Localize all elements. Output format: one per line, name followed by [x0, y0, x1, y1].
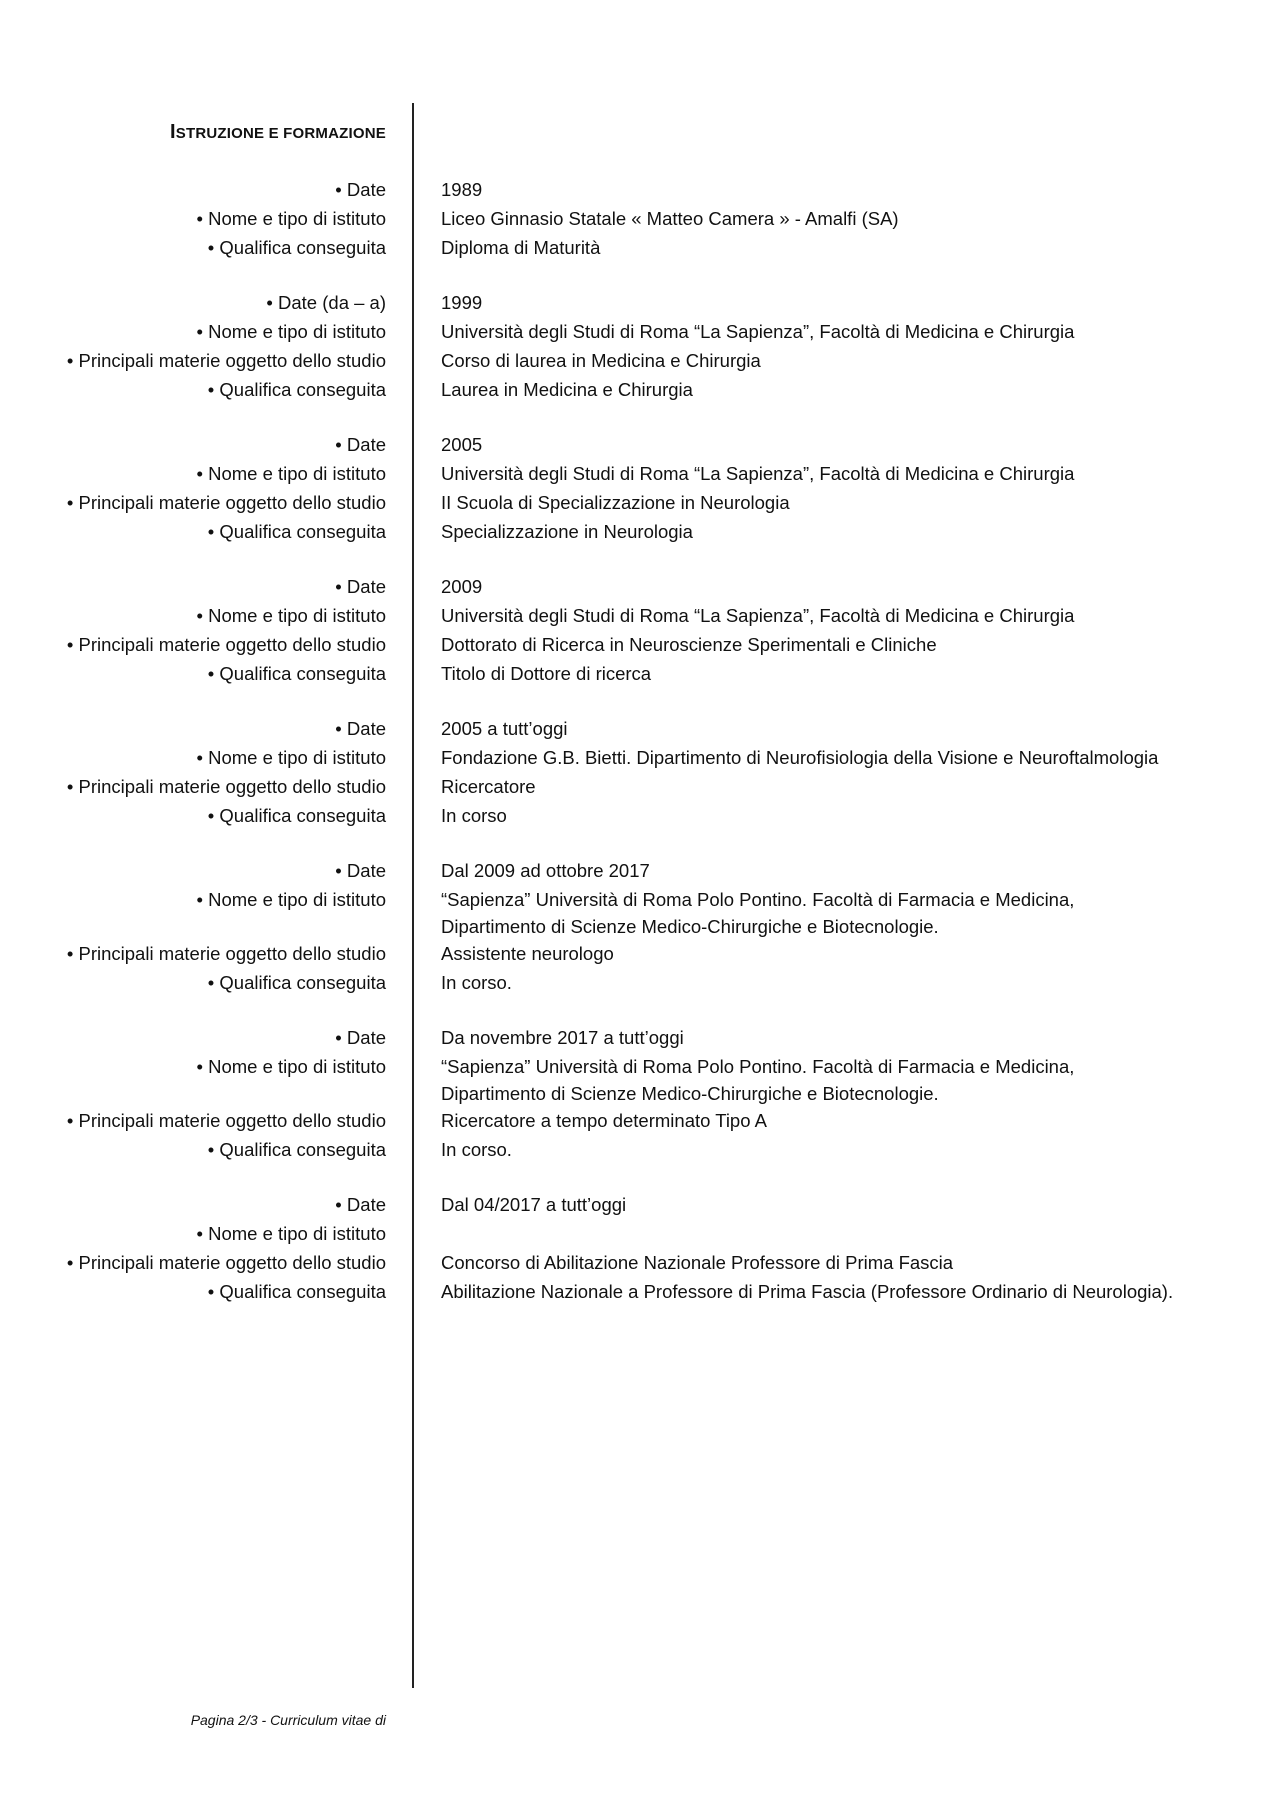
field-label: • Date [335, 1194, 386, 1215]
entry-row [0, 857, 1280, 886]
entry-row [0, 1136, 1280, 1165]
field-label: • Qualifica conseguita [207, 237, 386, 258]
entry-row [0, 602, 1280, 631]
field-label: • Principali materie oggetto dello studio [66, 492, 386, 513]
entry-row [0, 376, 1280, 405]
entry-row [0, 1191, 1280, 1220]
field-value: In corso [441, 805, 507, 826]
field-label: • Date [335, 576, 386, 597]
entry-row [0, 1024, 1280, 1053]
entry-row [0, 205, 1280, 234]
field-label: • Nome e tipo di istituto [196, 889, 386, 910]
field-label: • Qualifica conseguita [207, 521, 386, 542]
education-entry [0, 857, 1280, 998]
entry-row [0, 660, 1280, 689]
field-label: • Principali materie oggetto dello studio [66, 350, 386, 371]
education-entry [0, 1191, 1280, 1307]
field-label: • Date [335, 1027, 386, 1048]
field-value: Specializzazione in Neurologia [441, 521, 693, 542]
field-label: • Qualifica conseguita [207, 805, 386, 826]
field-label: • Qualifica conseguita [207, 1281, 386, 1302]
entry-row [0, 1220, 1280, 1249]
field-label: • Nome e tipo di istituto [196, 605, 386, 626]
field-value: Titolo di Dottore di ricerca [441, 663, 652, 684]
field-label: • Nome e tipo di istituto [196, 321, 386, 342]
field-value: II Scuola di Specializzazione in Neurologia [441, 492, 790, 513]
field-label: • Principali materie oggetto dello studio [66, 634, 386, 655]
field-value: 2009 [441, 576, 483, 597]
field-value: 1999 [441, 292, 483, 313]
field-label: • Principali materie oggetto dello studio [66, 943, 386, 964]
field-label: • Qualifica conseguita [207, 379, 386, 400]
entry-row [0, 489, 1280, 518]
entry-row [0, 234, 1280, 263]
field-label: • Principali materie oggetto dello studio [66, 1110, 386, 1131]
field-label: • Date [335, 718, 386, 739]
field-label: • Date (da – a) [266, 292, 386, 313]
field-label: • Nome e tipo di istituto [196, 1223, 386, 1244]
entry-row [0, 347, 1280, 376]
field-label: • Nome e tipo di istituto [196, 463, 386, 484]
field-label: • Qualifica conseguita [207, 972, 386, 993]
field-value: Corso di laurea in Medicina e Chirurgia [441, 350, 761, 371]
entry-row [0, 1278, 1280, 1307]
entry-row [0, 744, 1280, 773]
entry-row [0, 176, 1280, 205]
section-title-rest: STRUZIONE E FORMAZIONE [175, 125, 386, 142]
field-value: 2005 a tutt’oggi [441, 718, 568, 739]
entry-row [0, 1107, 1280, 1136]
field-label: • Date [335, 434, 386, 455]
field-label: • Nome e tipo di istituto [196, 1056, 386, 1077]
entry-row [0, 802, 1280, 831]
field-value: Università degli Studi di Roma “La Sapienza”, Facoltà di Medicina e Chirurgia [441, 463, 1075, 484]
field-value: Fondazione G.B. Bietti. Dipartimento di Neurofisiologia della Visione e Neuroftalmologia [441, 747, 1159, 768]
entry-row [0, 631, 1280, 660]
education-entry [0, 1024, 1280, 1165]
field-value: Diploma di Maturità [441, 237, 601, 258]
field-value: Liceo Ginnasio Statale « Matteo Camera » - Amalfi (SA) [441, 208, 899, 229]
entry-row [0, 1053, 1280, 1107]
field-value: Abilitazione Nazionale a Professore di Prima Fascia (Professore Ordinario di Neurologia). [441, 1281, 1174, 1302]
field-value: Concorso di Abilitazione Nazionale Professore di Prima Fascia [441, 1252, 954, 1273]
education-entries [0, 176, 1280, 1333]
field-label: • Date [335, 179, 386, 200]
education-entry [0, 176, 1280, 263]
field-value: Università degli Studi di Roma “La Sapienza”, Facoltà di Medicina e Chirurgia [441, 321, 1075, 342]
field-value: Università degli Studi di Roma “La Sapienza”, Facoltà di Medicina e Chirurgia [441, 605, 1075, 626]
entry-row [0, 969, 1280, 998]
field-value: Da novembre 2017 a tutt’oggi [441, 1027, 684, 1048]
entry-row [0, 431, 1280, 460]
field-value: 2005 [441, 434, 483, 455]
page-footer: Pagina 2/3 - Curriculum vitae di [190, 1712, 386, 1728]
entry-row [0, 318, 1280, 347]
field-value: In corso. [441, 1139, 512, 1160]
field-value: 1989 [441, 179, 483, 200]
field-value: Laurea in Medicina e Chirurgia [441, 379, 693, 400]
field-value: Dal 04/2017 a tutt’oggi [441, 1194, 627, 1215]
field-label: • Date [335, 860, 386, 881]
field-label: • Nome e tipo di istituto [196, 747, 386, 768]
entry-row [0, 518, 1280, 547]
education-entry [0, 431, 1280, 547]
field-value: Ricercatore a tempo determinato Tipo A [441, 1110, 767, 1131]
entry-row [0, 715, 1280, 744]
entry-row [0, 886, 1280, 940]
entry-row [0, 460, 1280, 489]
field-label: • Nome e tipo di istituto [196, 208, 386, 229]
entry-row [0, 1249, 1280, 1278]
field-value: Dottorato di Ricerca in Neuroscienze Sperimentali e Cliniche [441, 634, 937, 655]
field-label: • Principali materie oggetto dello studio [66, 776, 386, 797]
field-label: • Principali materie oggetto dello studio [66, 1252, 386, 1273]
entry-row [0, 773, 1280, 802]
section-title-initial: I [170, 121, 176, 143]
field-value: “Sapienza” Università di Roma Polo Pontino. Facoltà di Farmacia e Medicina, Dipartimento di Scienze Medico-Chirurgiche e Biotecnologie. [441, 889, 1075, 937]
field-label: • Qualifica conseguita [207, 1139, 386, 1160]
field-value: In corso. [441, 972, 512, 993]
field-value: “Sapienza” Università di Roma Polo Pontino. Facoltà di Farmacia e Medicina, Dipartimento di Scienze Medico-Chirurgiche e Biotecnologie. [441, 1056, 1075, 1104]
field-label: • Qualifica conseguita [207, 663, 386, 684]
section-title [0, 121, 386, 144]
education-entry [0, 573, 1280, 689]
entry-row [0, 289, 1280, 318]
field-value: Assistente neurologo [441, 943, 614, 964]
entry-row [0, 940, 1280, 969]
entry-row [0, 573, 1280, 602]
education-entry [0, 715, 1280, 831]
field-value: Ricercatore [441, 776, 536, 797]
field-value: Dal 2009 ad ottobre 2017 [441, 860, 650, 881]
education-entry [0, 289, 1280, 405]
